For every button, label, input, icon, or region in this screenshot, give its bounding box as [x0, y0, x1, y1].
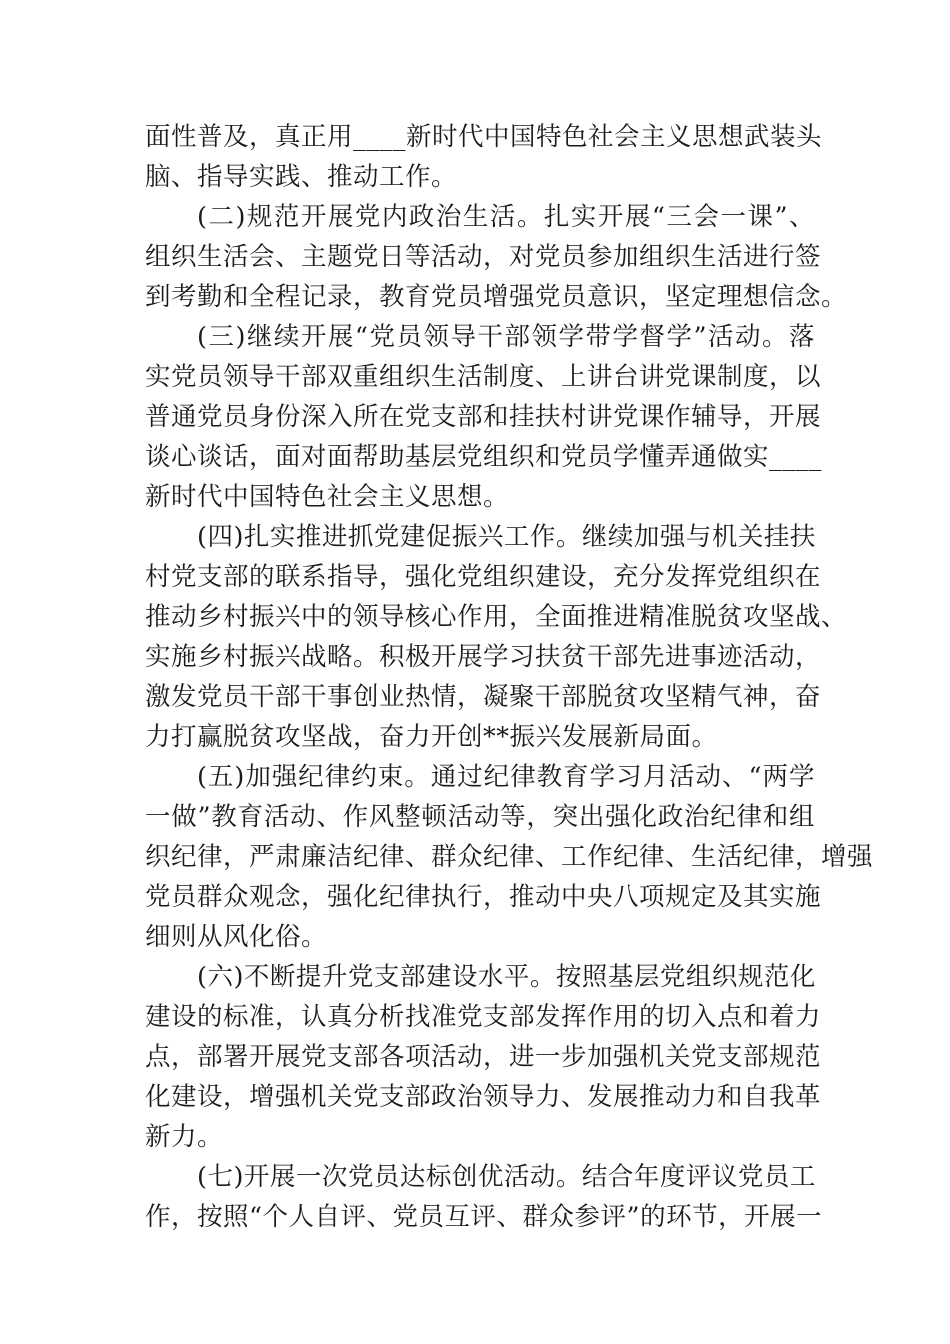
text-line: 点，部署开展党支部各项活动，进一步加强机关党支部规范: [145, 1042, 822, 1072]
document-page: [145, 117, 874, 1237]
text-line: 组织生活会、主题党日等活动，对党员参加组织生活进行签: [145, 242, 822, 272]
text-line: 实党员领导干部双重组织生活制度、上讲台讲党课制度，以: [145, 362, 822, 392]
text-line: 谈心谈话，面对面帮助基层党组织和党员学懂弄通做实____: [145, 442, 823, 472]
paragraph-section-5: [145, 757, 874, 957]
text-line: 建设的标准，认真分析找准党支部发挥作用的切入点和着力: [145, 1002, 822, 1032]
text-line: 到考勤和全程记录，教育党员增强党员意识，坚定理想信念。: [145, 282, 848, 312]
text-line: 力打赢脱贫攻坚战，奋力开创**振兴发展新局面。: [145, 722, 718, 752]
text-line: 织纪律，严肃廉洁纪律、群众纪律、工作纪律、生活纪律，增强: [145, 842, 874, 872]
text-line: (三)继续开展“党员领导干部领学带学督学”活动。落: [197, 322, 815, 352]
text-line: 化建设，增强机关党支部政治领导力、发展推动力和自我革: [145, 1082, 822, 1112]
text-line: 新时代中国特色社会主义思想。: [145, 482, 510, 512]
text-line: 新力。: [145, 1122, 224, 1152]
paragraph-section-6: [145, 957, 822, 1157]
paragraph-section-2: [145, 197, 848, 317]
text-line: 一做”教育活动、作风整顿活动等，突出强化政治纪律和组: [145, 802, 815, 832]
text-line: 作，按照“个人自评、党员互评、群众参评”的环节，开展一: [145, 1202, 823, 1232]
paragraph-section-3: [145, 317, 823, 517]
text-line: 推动乡村振兴中的领导核心作用，全面推进精准脱贫攻坚战、: [145, 602, 848, 632]
text-line: 激发党员干部干事创业热情，凝聚干部脱贫攻坚精气神，奋: [145, 682, 822, 712]
paragraph-section-7: [145, 1157, 823, 1237]
text-line: (七)开展一次党员达标创优活动。结合年度评议党员工: [197, 1162, 816, 1192]
text-line: 党员群众观念，强化纪律执行，推动中央八项规定及其实施: [145, 882, 822, 912]
paragraph-section-4: [145, 517, 848, 757]
text-line: 村党支部的联系指导，强化党组织建设，充分发挥党组织在: [145, 562, 822, 592]
text-line: (二)规范开展党内政治生活。扎实开展“三会一课”、: [197, 202, 815, 232]
text-line: (六)不断提升党支部建设水平。按照基层党组织规范化: [197, 962, 816, 992]
text-line: 脑、指导实践、推动工作。: [145, 162, 458, 192]
text-line: (五)加强纪律约束。通过纪律教育学习月活动、“两学: [197, 762, 815, 792]
text-line: 细则从风化俗。: [145, 922, 328, 952]
text-line: 实施乡村振兴战略。积极开展学习扶贫干部先进事迹活动，: [145, 642, 822, 672]
text-line: 面性普及，真正用____新时代中国特色社会主义思想武装头: [145, 122, 823, 152]
paragraph-continuation: [145, 117, 823, 197]
text-line: (四)扎实推进抓党建促振兴工作。继续加强与机关挂扶: [197, 522, 816, 552]
text-line: 普通党员身份深入所在党支部和挂扶村讲党课作辅导，开展: [145, 402, 822, 432]
